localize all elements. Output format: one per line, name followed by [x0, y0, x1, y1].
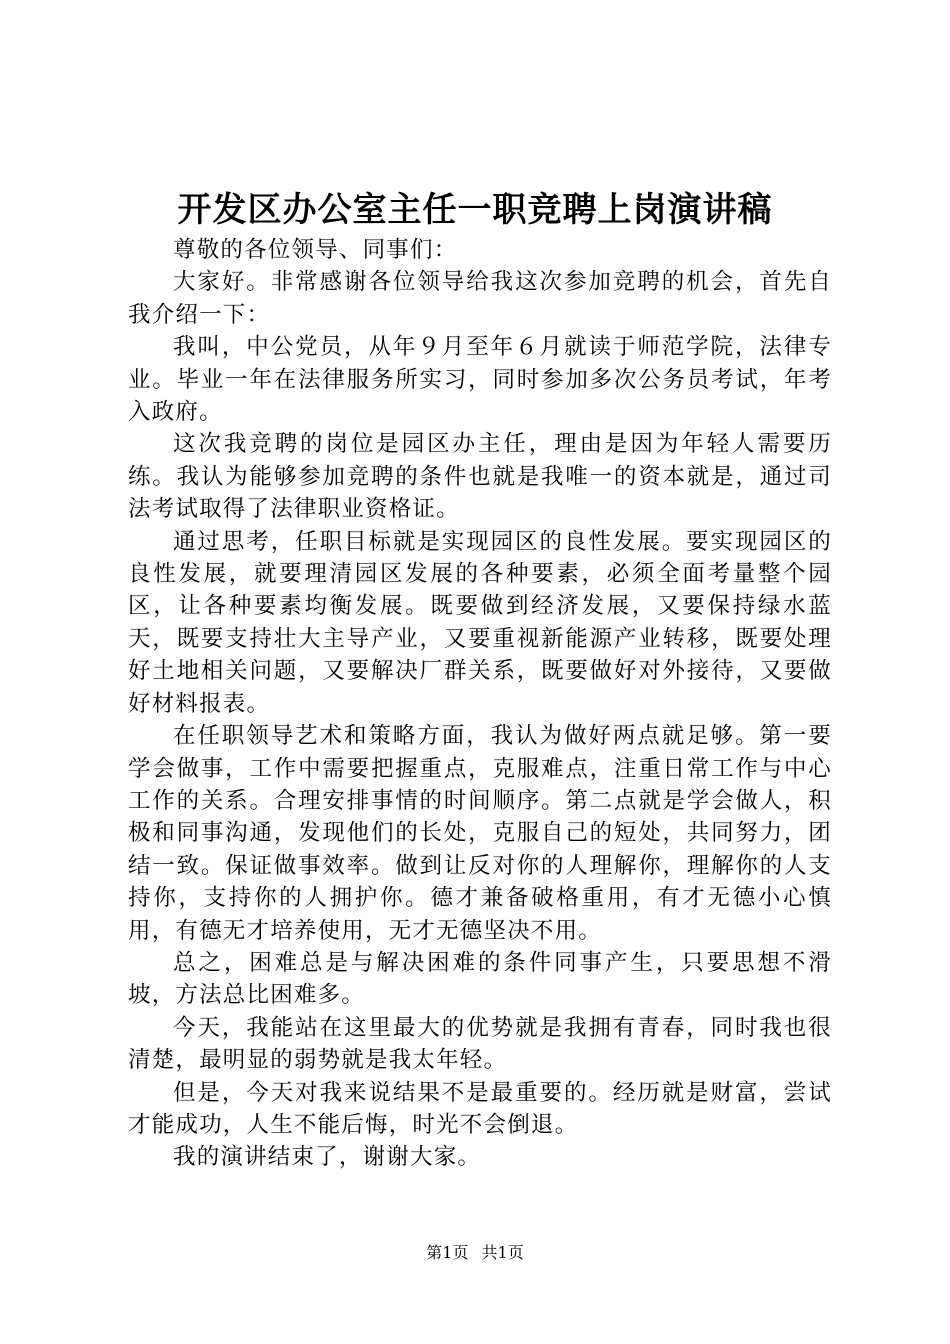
paragraph-greeting: 大家好。非常感谢各位领导给我这次参加竞聘的机会，首先自我介绍一下：	[128, 269, 832, 328]
page-footer	[0, 1242, 950, 1264]
paragraph-position: 这次我竞聘的岗位是园区办主任，理由是因为年轻人需要历练。我认为能够参加竞聘的条件也就是我唯一的资本就是，通过司法考试取得了法律职业资格证。	[128, 431, 832, 523]
paragraph-salutation: 尊敬的各位领导、同事们：	[173, 237, 458, 263]
paragraph-closing: 我的演讲结束了，谢谢大家。	[173, 1144, 482, 1171]
paragraph-experience: 但是，今天对我来说结果不是最重要的。经历就是财富，尝试才能成功，人生不能后悔，时光不会倒退。	[128, 1079, 832, 1138]
document-body	[128, 234, 832, 1174]
paragraph-leadership: 在任职领导艺术和策略方面，我认为做好两点就足够。第一要学会做事，工作中需要把握重点，克服难点，注重日常工作与中心工作的关系。合理安排事情的时间顺序。第二点就是学会做人，积极和同事沟通，发现他们的长处，克服自己的短处，共同努力，团结一致。保证做事效率。做到让反对你的人理解你，理解你的人支持你，支持你的人拥护你。德才兼备破格重用，有才无德小心慎用，有德无才培养使用，无才无德坚决不用。	[128, 723, 832, 944]
paragraph-summary: 总之，困难总是与解决困难的条件同事产生，只要思想不滑坡，方法总比困难多。	[128, 949, 832, 1009]
page-total: 共1页	[481, 1243, 524, 1262]
page-number: 第1页	[426, 1243, 469, 1262]
paragraph-advantage: 今天，我能站在这里最大的优势就是我拥有青春，同时我也很清楚，最明显的弱势就是我太年轻。	[128, 1014, 832, 1074]
paragraph-goals: 通过思考，任职目标就是实现园区的良性发展。要实现园区的良性发展，就要理清园区发展的各种要素，必须全面考量整个园区，让各种要素均衡发展。既要做到经济发展，又要保持绿水蓝天，既要支持壮大主导产业，又要重视新能源产业转移，既要处理好土地相关问题，又要解决厂群关系，既要做好对外接待，又要做好材料报表。	[128, 528, 832, 717]
paragraph-introduction: 我叫，中公党员，从年９月至年６月就读于师范学院，法律专业。毕业一年在法律服务所实习，同时参加多次公务员考试，年考入政府。	[128, 334, 832, 426]
page-title: 开发区办公室主任一职竞聘上岗演讲稿	[177, 190, 773, 230]
